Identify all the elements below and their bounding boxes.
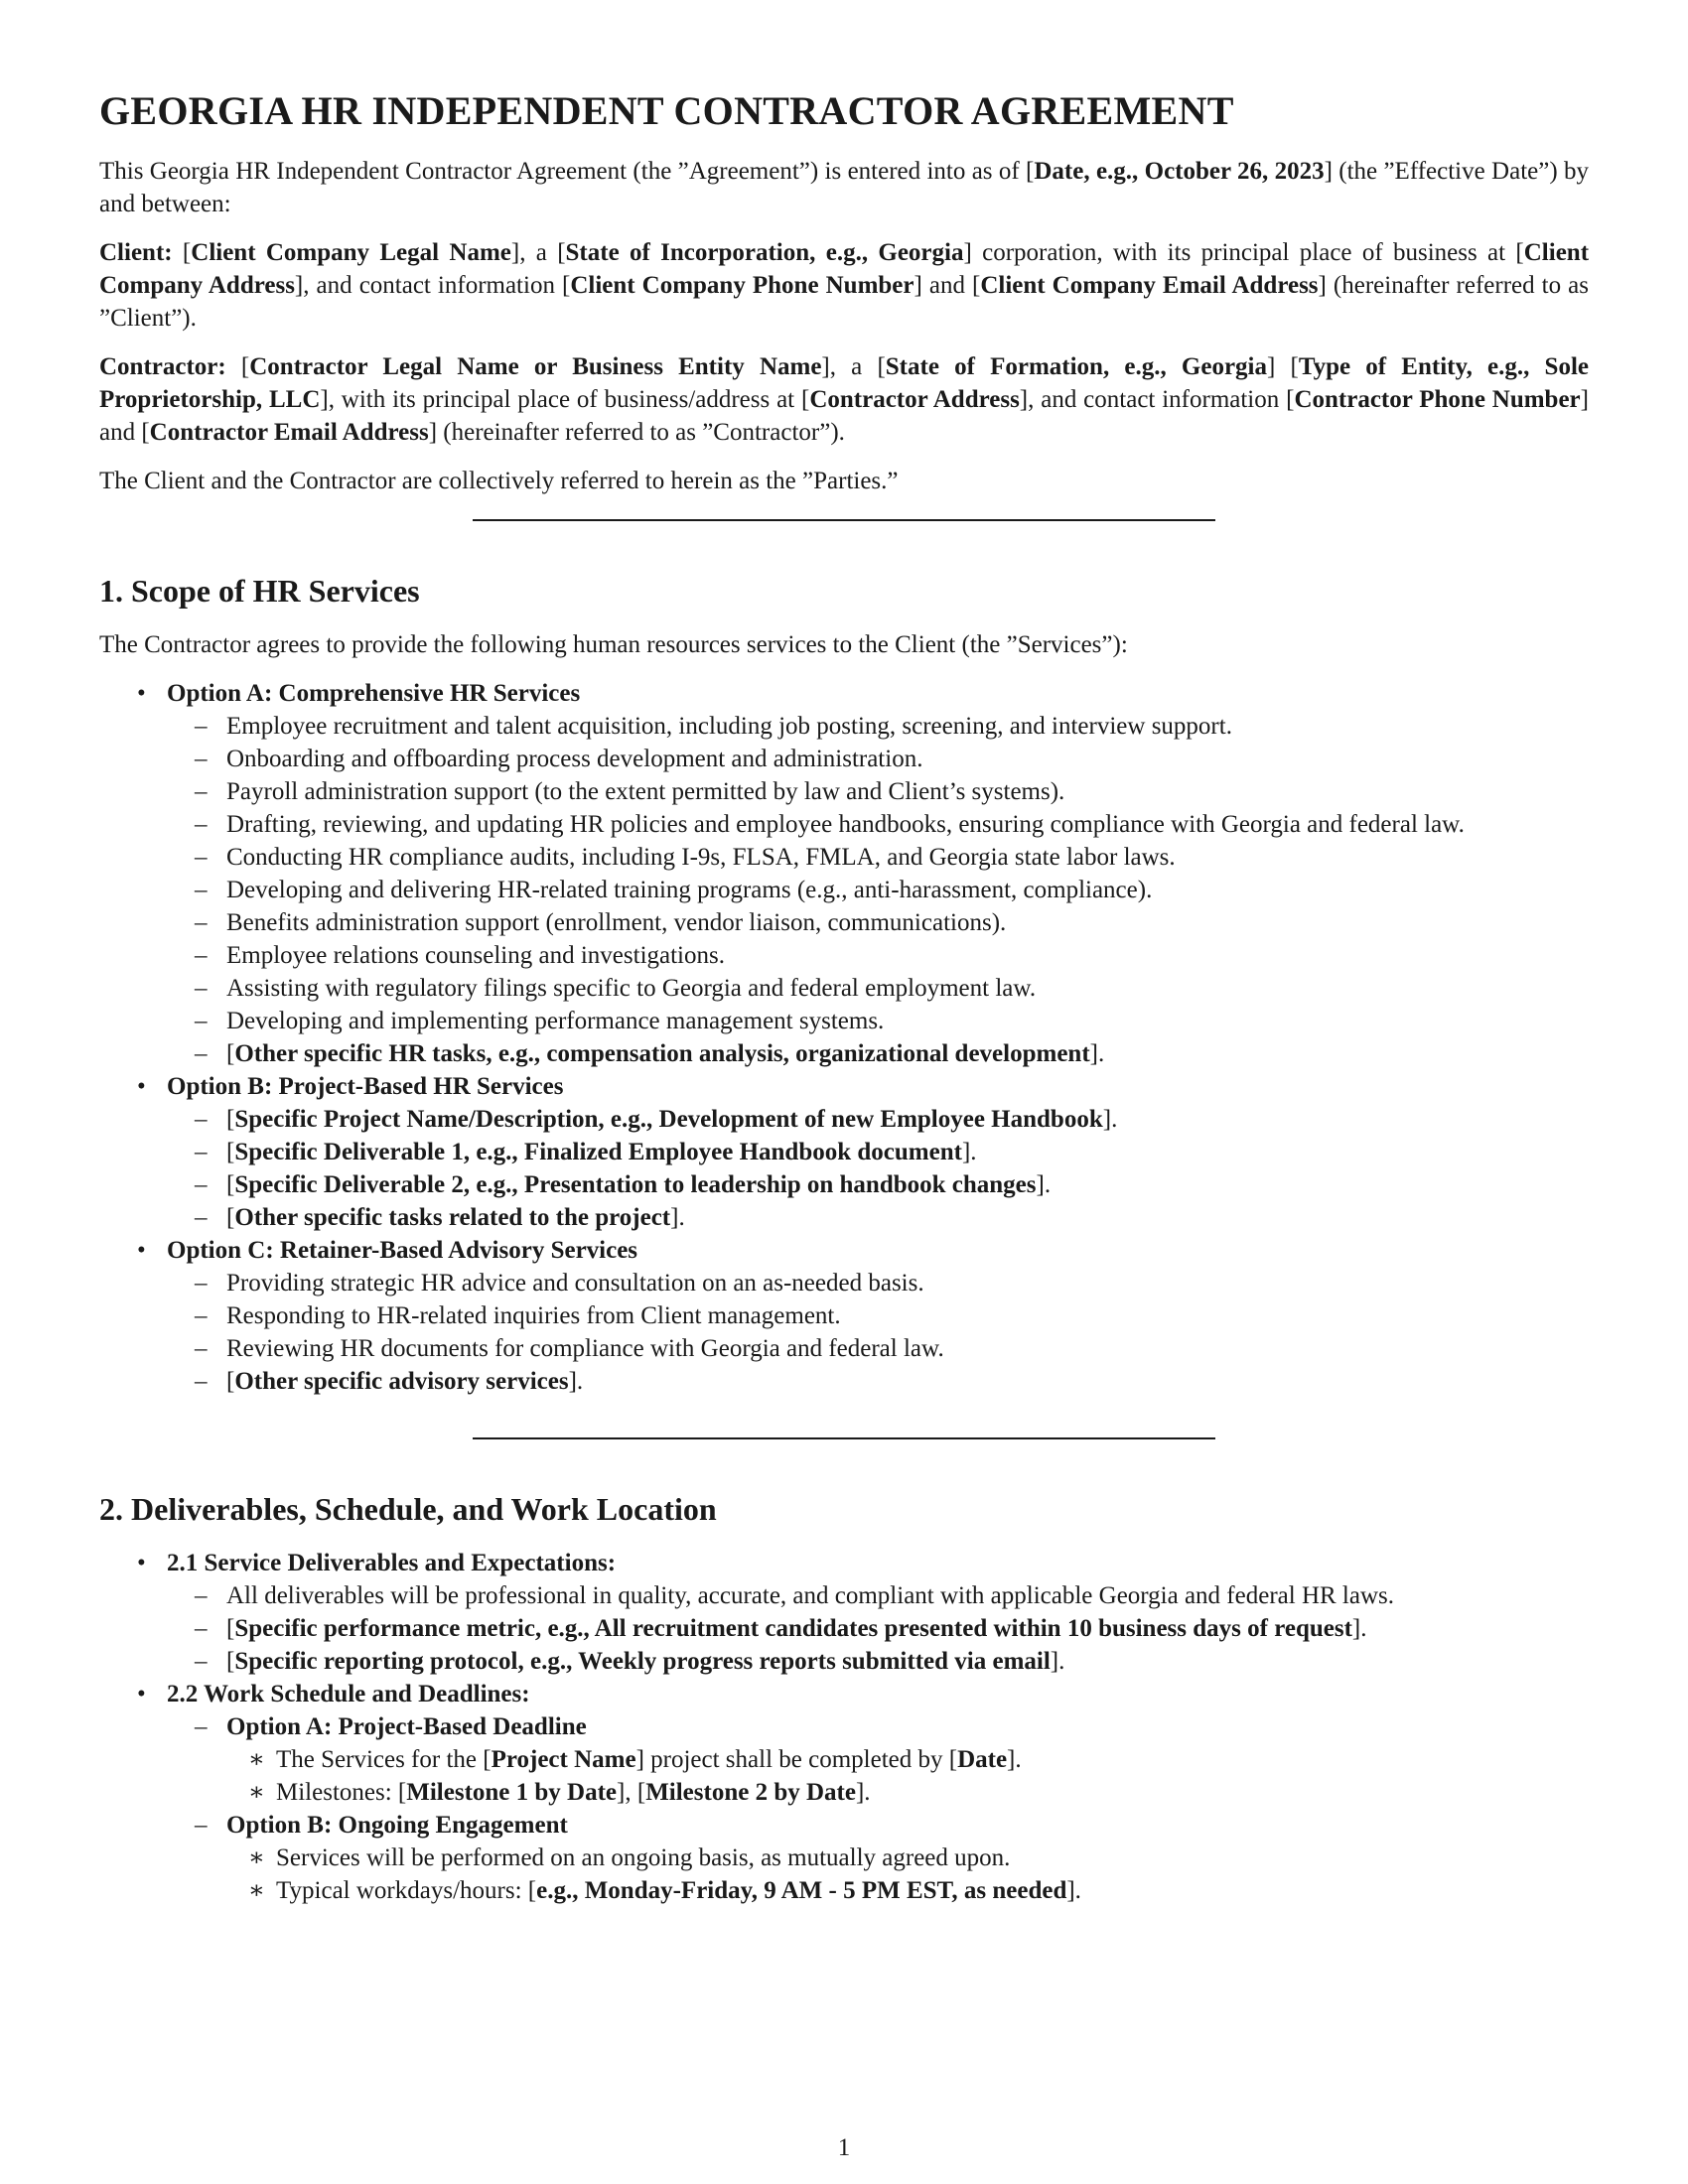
list-item: – Payroll administration support (to the extent permitted by law and Client’s systems). [226,775,1589,808]
list-item: – Employee relations counseling and investigations. [226,939,1589,972]
document-page [99,87,1589,1907]
section-1-heading: 1. Scope of HR Services [99,573,420,609]
option-a-item: • Option A: Comprehensive HR Services – Employee recruitment and talent acquisition, including job posting, screening, and interview support. – Onboarding and offboarding process development and administration. – Payroll administration support (to the extent permitted by law and Client’s systems). – Drafting, reviewing, and updating HR policies and employee handbooks, ensuring compliance with Georgia and federal law. – Conducting HR compliance audits, including I-9s, FLSA, FMLA, and Georgia state labor laws. – Developing and delivering HR-related training programs (e.g., anti-harassment, compliance). – Benefits administration support (enrollment, vendor liaison, communications). – Employee relations counseling and investigations. – Assisting with regulatory filings specific to Georgia and federal employment law. – Developing and implementing performance management systems. – [Other specific HR tasks, e.g., compensation analysis, organizational development]. [167,677,1589,1070]
asterisk-icon: ∗ [248,1877,265,1904]
dash-icon: – [195,1368,208,1395]
dash-icon: – [195,942,208,969]
dash-icon: – [195,1139,208,1165]
list-item: ∗ Services will be performed on an ongoing basis, as mutually agreed upon. [276,1842,1589,1874]
dash-icon: – [195,1171,208,1198]
dash-icon: – [195,746,208,772]
list-item: – Providing strategic HR advice and consultation on an as-needed basis. [226,1267,1589,1299]
dash-icon: – [195,877,208,903]
contractor-paragraph: Contractor: [Contractor Legal Name or Business Entity Name], a [State of Formation, e.g., Georgia] [Type of Entity, e.g., Sole Proprietorship, LLC], with its principal place of business/address at [Contractor Address], and contact information [Contractor Phone Number] and [Contractor Email Address] (hereinafter referred to as ”Contractor”). [99,353,1589,446]
list-item: – Assisting with regulatory filings specific to Georgia and federal employment law. [226,972,1589,1005]
dash-icon: – [195,975,208,1002]
bullet-icon: • [137,1237,146,1264]
dash-icon: – [195,1812,208,1839]
option-c-item: • Option C: Retainer-Based Advisory Services – Providing strategic HR advice and consultation on an as-needed basis. – Responding to HR-related inquiries from Client management. – Reviewing HR documents for compliance with Georgia and federal law. – [Other specific advisory services]. [167,1234,1589,1398]
dash-icon: – [195,844,208,871]
option-c-sublist [167,1267,1589,1398]
list-item: ∗ Milestones: [Milestone 1 by Date], [Milestone 2 by Date]. [276,1776,1589,1809]
list-item: – Reviewing HR documents for compliance with Georgia and federal law. [226,1332,1589,1365]
list-item: ∗ Typical workdays/hours: [e.g., Monday-Friday, 9 AM - 5 PM EST, as needed]. [276,1874,1589,1907]
dash-icon: – [195,1270,208,1297]
dash-icon: – [195,1106,208,1133]
subsection-2-2: • 2.2 Work Schedule and Deadlines: – Option A: Project-Based Deadline ∗ The Services for the [Project Name] project shall be completed by [Date]. ∗ Milestones: [Milestone 1 by Date], [Milestone 2 by Date]. – Option B: Ongoing Engagement ∗ Services will be performed on an ongoing basis, as mutually agreed upon. ∗ Typical workdays/hours: [e.g., Monday-Friday, 9 AM - 5 PM EST, as needed]. [167,1678,1589,1907]
contractor-label: Contractor: [99,353,226,380]
dash-icon: – [195,1335,208,1362]
section-2-list [99,1547,1589,1907]
dash-icon: – [195,811,208,838]
subsection-2-1: • 2.1 Service Deliverables and Expectations: – All deliverables will be professional in quality, accurate, and compliant with applicable Georgia and federal HR laws. – [Specific performance metric, e.g., All recruitment candidates presented within 10 business days of request]. – [Specific reporting protocol, e.g., Weekly progress reports submitted via email]. [167,1547,1589,1678]
dash-icon: – [195,713,208,740]
client-paragraph: Client: [Client Company Legal Name], a [State of Incorporation, e.g., Georgia] corporation, with its principal place of business at [Client Company Address], and contact information [Client Company Phone Number] and [Client Company Email Address] (hereinafter referred to as ”Client”). [99,239,1590,332]
bullet-icon: • [137,1550,146,1576]
intro-paragraph: This Georgia HR Independent Contractor Agreement (the ”Agreement”) is entered into as of [Date, e.g., October 26, 2023] (the ”Effective Date”) by and between: [99,158,1589,217]
schedule-option-b-list [226,1842,1589,1907]
bullet-icon: • [137,1073,146,1100]
option-a-sublist [167,710,1589,1070]
section-2-heading: 2. Deliverables, Schedule, and Work Location [99,1491,717,1527]
schedule-option-a-list [226,1743,1589,1809]
bullet-icon: • [137,680,146,707]
parties-paragraph: The Client and the Contractor are collectively referred to herein as the ”Parties.” [99,468,899,494]
dash-icon: – [195,1582,208,1609]
section-divider [473,519,1215,521]
list-item: – Conducting HR compliance audits, including I-9s, FLSA, FMLA, and Georgia state labor laws. [226,841,1589,874]
list-item: – Responding to HR-related inquiries from Client management. [226,1299,1589,1332]
list-item: – Benefits administration support (enrollment, vendor liaison, communications). [226,906,1589,939]
client-label: Client: [99,239,173,266]
dash-icon: – [195,1713,208,1740]
dash-icon: – [195,1302,208,1329]
dash-icon: – [195,1204,208,1231]
list-item: – [Specific performance metric, e.g., All recruitment candidates presented within 10 business days of request]. [226,1612,1589,1645]
subsection-2-1-list [167,1579,1589,1678]
schedule-option-a: – Option A: Project-Based Deadline ∗ The Services for the [Project Name] project shall be completed by [Date]. ∗ Milestones: [Milestone 1 by Date], [Milestone 2 by Date]. [226,1710,1589,1809]
list-item: ∗ The Services for the [Project Name] project shall be completed by [Date]. [276,1743,1589,1776]
list-item: – [Specific Project Name/Description, e.g., Development of new Employee Handbook]. [226,1103,1589,1136]
dash-icon: – [195,909,208,936]
asterisk-icon: ∗ [248,1844,265,1871]
document-title: GEORGIA HR INDEPENDENT CONTRACTOR AGREEMENT [99,88,1234,133]
bullet-icon: • [137,1681,146,1707]
list-item: – Employee recruitment and talent acquisition, including job posting, screening, and interview support. [226,710,1589,743]
list-item: – Onboarding and offboarding process development and administration. [226,743,1589,775]
dash-icon: – [195,1615,208,1642]
list-item: – [Specific Deliverable 2, e.g., Presentation to leadership on handbook changes]. [226,1168,1589,1201]
list-item: – Developing and delivering HR-related training programs (e.g., anti-harassment, compliance). [226,874,1589,906]
list-item: – All deliverables will be professional in quality, accurate, and compliant with applicable Georgia and federal HR laws. [226,1579,1589,1612]
schedule-option-b: – Option B: Ongoing Engagement ∗ Services will be performed on an ongoing basis, as mutually agreed upon. ∗ Typical workdays/hours: [e.g., Monday-Friday, 9 AM - 5 PM EST, as needed]. [226,1809,1589,1907]
dash-icon: – [195,778,208,805]
asterisk-icon: ∗ [248,1779,265,1806]
list-item: – [Other specific HR tasks, e.g., compensation analysis, organizational development]. [226,1037,1589,1070]
page-number: 1 [837,2134,851,2161]
section-divider [473,1437,1215,1439]
list-item: – [Specific reporting protocol, e.g., Weekly progress reports submitted via email]. [226,1645,1589,1678]
option-b-sublist [167,1103,1589,1234]
list-item: – Drafting, reviewing, and updating HR policies and employee handbooks, ensuring compliance with Georgia and federal law. [226,808,1589,841]
dash-icon: – [195,1648,208,1675]
section-1-intro: The Contractor agrees to provide the following human resources services to the Client (the ”Services”): [99,631,1128,658]
dash-icon: – [195,1040,208,1067]
list-item: – [Other specific advisory services]. [226,1365,1589,1398]
asterisk-icon: ∗ [248,1746,265,1773]
list-item: – [Specific Deliverable 1, e.g., Finalized Employee Handbook document]. [226,1136,1589,1168]
services-options-list [99,677,1589,1398]
option-b-item: • Option B: Project-Based HR Services – [Specific Project Name/Description, e.g., Development of new Employee Handbook]. – [Specific Deliverable 1, e.g., Finalized Employee Handbook document]. – [Specific Deliverable 2, e.g., Presentation to leadership on handbook changes]. – [Other specific tasks related to the project]. [167,1070,1589,1234]
dash-icon: – [195,1008,208,1034]
list-item: – Developing and implementing performance management systems. [226,1005,1589,1037]
subsection-2-2-list [167,1710,1589,1907]
list-item: – [Other specific tasks related to the project]. [226,1201,1589,1234]
